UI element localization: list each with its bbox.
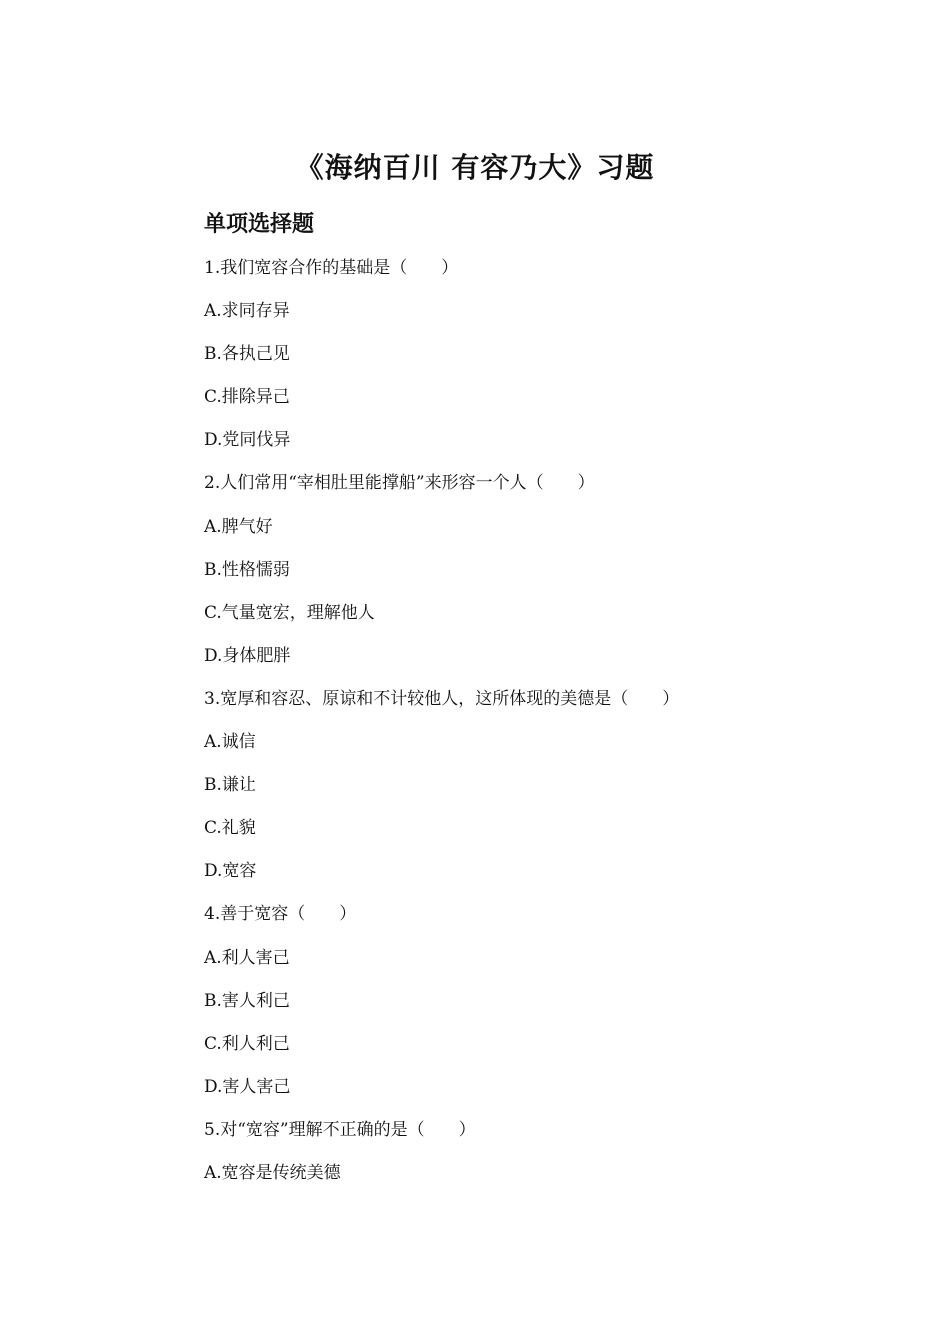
option-line: A.求同存异 (204, 301, 290, 322)
option-line: B.害人利己 (204, 990, 290, 1011)
option-line: A.利人害己 (204, 947, 290, 968)
question-stem: 2.人们常用“宰相肚里能撑船”来形容一个人（ ） (204, 473, 595, 494)
section-heading: 单项选择题 (204, 212, 315, 237)
option-line: D.宽容 (204, 861, 257, 882)
option-line: B.性格懦弱 (204, 559, 290, 580)
option-line: B.谦让 (204, 775, 256, 796)
question-stem: 3.宽厚和容忍、原谅和不计较他人，这所体现的美德是（ ） (204, 688, 680, 709)
option-line: C.排除异己 (204, 387, 290, 408)
question-list (204, 250, 824, 1198)
option-line: C.气量宽宏，理解他人 (204, 602, 375, 623)
page-title: 《海纳百川 有容乃大》习题 (295, 151, 655, 184)
question-stem: 4.善于宽容（ ） (204, 904, 357, 925)
option-line: A.诚信 (204, 732, 256, 753)
option-line: A.脾气好 (204, 516, 273, 537)
question-stem: 5.对“宽容”理解不正确的是（ ） (204, 1119, 476, 1140)
option-line: C.礼貌 (204, 818, 256, 839)
option-line: A.宽容是传统美德 (204, 1162, 341, 1183)
option-line: B.各执己见 (204, 344, 290, 365)
option-line: D.身体肥胖 (204, 645, 291, 666)
option-line: C.利人利己 (204, 1033, 290, 1054)
option-line: D.害人害己 (204, 1076, 291, 1097)
question-stem: 1.我们宽容合作的基础是（ ） (204, 258, 459, 278)
option-line: D.党同伐异 (204, 430, 291, 451)
